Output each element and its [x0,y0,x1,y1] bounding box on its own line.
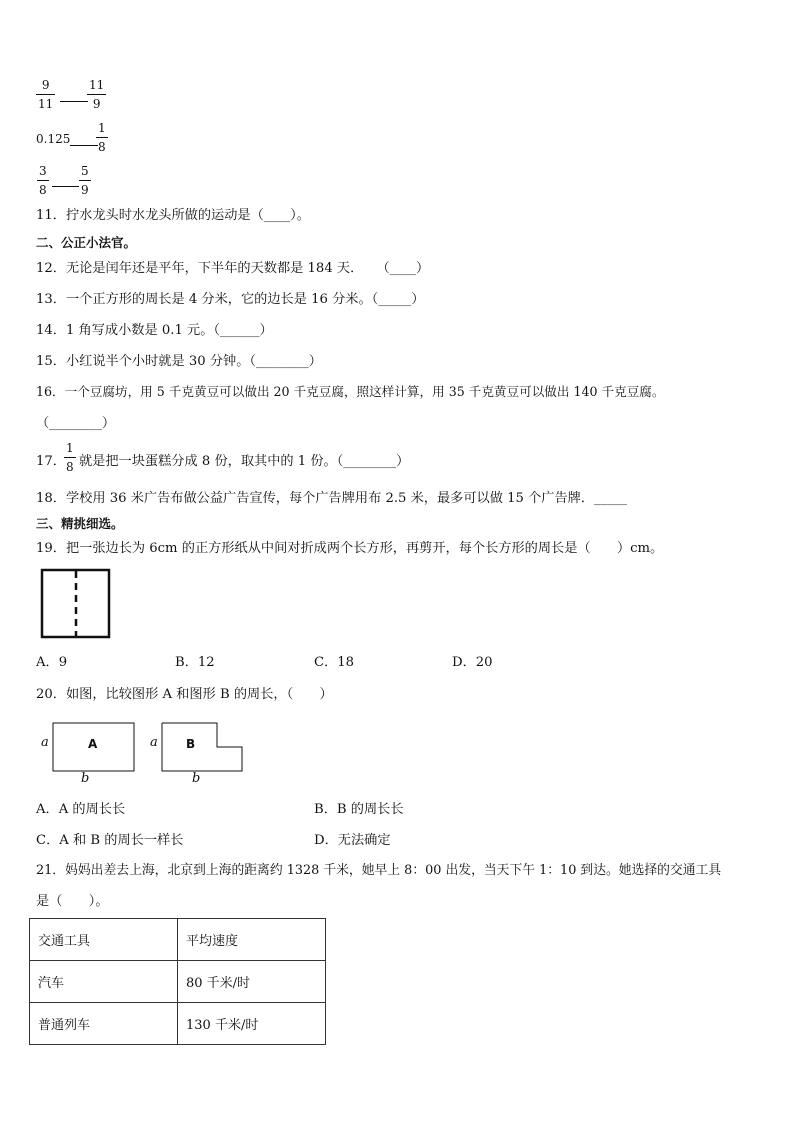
q19-option-a[interactable]: A．9 [36,655,68,670]
fraction-11-9 [87,78,106,111]
table-cell: 普通列车 [30,1003,178,1045]
question-14: 14．1 角写成小数是 0.1 元。（______） [36,323,273,338]
side-b-label-shape-b: b [192,771,201,786]
question-18: 18．学校用 36 米广告布做公益广告宣传，每个广告牌用布 2.5 米，最多可以做 15 个广告牌．_____ [36,491,627,506]
denominator: 9 [81,183,89,197]
denominator: 8 [39,183,47,197]
question-17-text: 就是把一块蛋糕分成 8 份，取其中的 1 份。（________） [79,454,410,469]
table-cell: 80 千米/时 [178,961,326,1003]
question-21-line1: 21．妈妈出差去上海，北京到上海的距离约 1328 千米，她早上 8：00 出发，当天下午 1：10 到达。她选择的交通工具 [36,863,722,878]
fraction-bar [87,94,106,95]
side-a-label-shape-a: a [41,735,49,750]
question-16-line1: 16．一个豆腐坊，用 5 千克黄豆可以做出 20 千克豆腐，照这样计算，用 35 千克黄豆可以做出 140 千克豆腐。 [36,384,665,399]
q19-option-b[interactable]: B．12 [175,655,215,670]
transport-speed-table [29,918,326,1045]
numerator: 1 [66,441,74,455]
fraction-9-11 [36,78,55,111]
numerator: 1 [98,121,106,135]
square-outline [42,570,109,637]
compare-blank[interactable] [60,101,88,102]
fraction-bar [36,94,55,95]
shape-b-label: B [186,737,196,751]
numerator: 3 [39,164,47,178]
section-title-2: 二、公正小法官。 [36,235,137,250]
folded-square-figure [40,568,112,640]
fraction-bar [64,457,76,458]
table-row [30,961,326,1003]
question-13: 13．一个正方形的周长是 4 分米，它的边长是 16 分米。（_____） [36,292,425,307]
q20-option-b[interactable]: B．B 的周长长 [314,802,404,817]
denominator: 8 [98,140,106,154]
table-header-cell: 平均速度 [178,919,326,961]
denominator: 8 [66,460,74,474]
question-19: 19．把一张边长为 6cm 的正方形纸从中间对折成两个长方形，再剪开，每个长方形的周长是（ ）cm。 [36,541,664,556]
question-17-prefix: 17． [36,454,66,469]
fraction-bar [37,180,49,181]
question-20: 20．如图，比较图形 A 和图形 B 的周长，（ ） [36,687,333,702]
fraction-1-8 [96,121,108,154]
numerator: 9 [41,78,50,92]
question-21-line2: 是（ ）。 [36,894,109,909]
side-b-label-shape-a: b [81,771,90,786]
q20-option-a[interactable]: A．A 的周长长 [36,802,126,817]
side-a-label-shape-b: a [150,735,158,750]
question-15: 15．小红说半个小时就是 30 分钟。（________） [36,354,322,369]
shape-b-outline [162,723,242,771]
compare-blank[interactable] [52,186,79,187]
shape-a-label: A [88,737,98,751]
table-header-row [30,919,326,961]
fraction-bar [96,137,108,138]
fraction-1-8-q17 [64,441,76,474]
compare-blank[interactable] [70,145,98,146]
section-title-3: 三、精挑细选。 [36,516,124,531]
q20-option-d[interactable]: D．无法确定 [314,833,391,848]
decimal-value: 0.125 [36,132,71,146]
fraction-bar [79,180,91,181]
table-cell: 130 千米/时 [178,1003,326,1045]
denominator: 9 [92,97,101,111]
numerator: 11 [89,78,105,92]
shapes-a-b-figure [38,716,253,786]
table-cell: 汽车 [30,961,178,1003]
table-header-cell: 交通工具 [30,919,178,961]
question-16-line2: （________） [36,416,116,431]
q19-option-d[interactable]: D．20 [452,655,493,670]
table-row [30,1003,326,1045]
denominator: 11 [38,97,54,111]
q20-option-c[interactable]: C．A 和 B 的周长一样长 [36,833,184,848]
fraction-3-8 [37,164,49,197]
q19-option-c[interactable]: C．18 [314,655,355,670]
fraction-5-9 [79,164,91,197]
question-12: 12．无论是闰年还是平年，下半年的天数都是 184 天． （____） [36,261,430,276]
question-11: 11．拧水龙头时水龙头所做的运动是（____）。 [36,208,310,223]
numerator: 5 [81,164,89,178]
